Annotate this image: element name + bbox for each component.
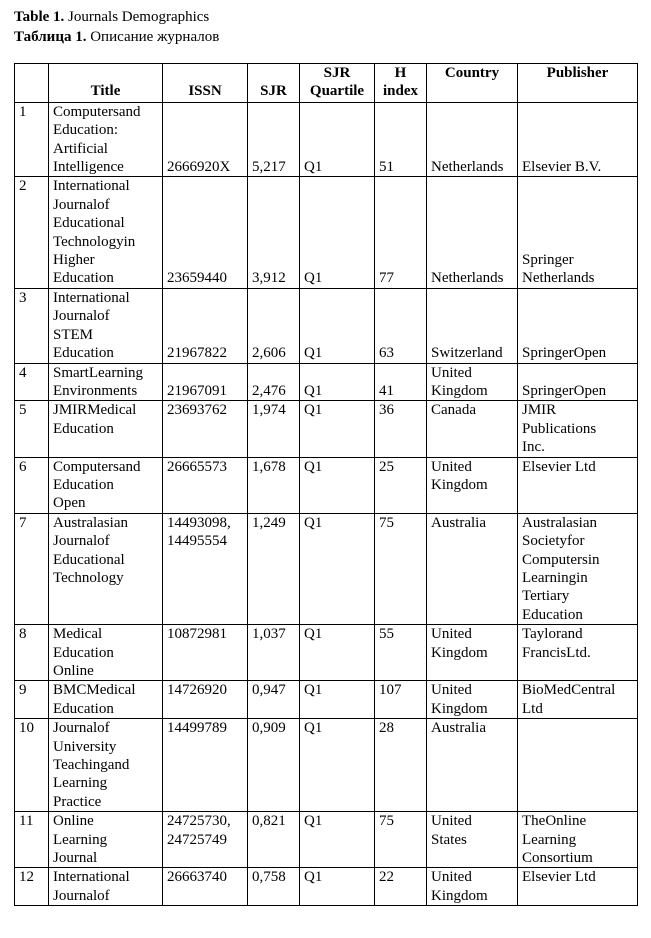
cell-title-line: Learning — [53, 831, 108, 848]
cell-title-line: Open — [53, 495, 86, 512]
cell-title — [49, 812, 163, 868]
cell-publisher-line: BioMedCentral — [522, 682, 616, 699]
cell-title-line: JMIRMedical — [53, 402, 137, 419]
cell-h-index: 77 — [375, 177, 427, 288]
cell-h-index: 75 — [375, 812, 427, 868]
cell-issn: 26665573 — [163, 457, 248, 513]
cell-country — [427, 812, 518, 868]
cell-num: 7 — [15, 513, 49, 624]
cell-country-line: States — [431, 831, 467, 848]
cell-publisher-line: Elsevier Ltd — [522, 458, 596, 475]
cell-title-line: Journalof — [53, 196, 110, 213]
cell-h-index: 36 — [375, 401, 427, 457]
cell-sjr: 2,606 — [248, 288, 300, 363]
cell-publisher-line: Societyfor — [522, 533, 585, 550]
cell-title-line: Environments — [53, 382, 138, 399]
cell-country-line: Australia — [431, 720, 486, 737]
cell-publisher-line: Publications — [522, 420, 597, 437]
cell-quartile: Q1 — [300, 288, 375, 363]
cell-title-line: BMCMedical — [53, 682, 136, 699]
cell-num: 6 — [15, 457, 49, 513]
table-row — [15, 513, 638, 624]
cell-quartile: Q1 — [300, 812, 375, 868]
table-row — [15, 401, 638, 457]
cell-sjr: 0,821 — [248, 812, 300, 868]
cell-title — [49, 401, 163, 457]
caption-text: Описание журналов — [86, 29, 220, 45]
cell-quartile: Q1 — [300, 719, 375, 812]
cell-country-line: Kingdom — [431, 476, 488, 493]
cell-title — [49, 625, 163, 681]
table-row — [15, 363, 638, 401]
cell-h-index: 107 — [375, 681, 427, 719]
cell-title-line: International — [53, 869, 130, 886]
cell-quartile: Q1 — [300, 681, 375, 719]
cell-issn: 10872981 — [163, 625, 248, 681]
cell-sjr: 3,912 — [248, 177, 300, 288]
cell-num: 5 — [15, 401, 49, 457]
cell-title — [49, 513, 163, 624]
cell-issn: 23693762 — [163, 401, 248, 457]
cell-title-line: Technologyin — [53, 233, 136, 250]
cell-publisher-line: Taylorand — [522, 626, 583, 643]
cell-issn: 21967091 — [163, 363, 248, 401]
cell-publisher-line: JMIR — [522, 402, 557, 419]
cell-title — [49, 719, 163, 812]
cell-issn: 14499789 — [163, 719, 248, 812]
cell-quartile: Q1 — [300, 177, 375, 288]
cell-num: 11 — [15, 812, 49, 868]
cell-title-line: Artificial — [53, 140, 108, 157]
cell-h-index: 63 — [375, 288, 427, 363]
cell-publisher — [518, 513, 638, 624]
cell-country — [427, 681, 518, 719]
cell-num: 3 — [15, 288, 49, 363]
cell-h-index: 51 — [375, 102, 427, 177]
cell-quartile: Q1 — [300, 868, 375, 906]
cell-title-line: SmartLearning — [53, 364, 143, 381]
cell-title-line: Intelligence — [53, 159, 124, 176]
cell-country-line: Kingdom — [431, 887, 488, 904]
cell-title-line: Journalof — [53, 887, 110, 904]
cell-country-line: United — [431, 813, 472, 830]
journals-table — [14, 63, 638, 906]
cell-publisher — [518, 625, 638, 681]
cell-title-line: Online — [53, 663, 94, 679]
header-h-line1: H — [394, 65, 407, 81]
cell-publisher — [518, 868, 638, 906]
cell-title — [49, 457, 163, 513]
cell-country-line: United — [431, 626, 472, 643]
cell-quartile: Q1 — [300, 513, 375, 624]
cell-sjr: 1,037 — [248, 625, 300, 681]
header-quartile-line2: Quartile — [309, 83, 365, 100]
cell-country-line: Netherlands — [431, 159, 504, 176]
cell-quartile: Q1 — [300, 401, 375, 457]
cell-title-line: Education — [53, 476, 114, 493]
cell-issn: 2666920X — [163, 102, 248, 177]
cell-publisher-line: Australasian — [522, 514, 597, 531]
cell-title-line: International — [53, 289, 130, 306]
cell-country-line: United — [431, 869, 472, 886]
cell-sjr: 5,217 — [248, 102, 300, 177]
cell-country-line: United — [431, 682, 472, 699]
header-row — [15, 64, 638, 103]
cell-country-line: Canada — [431, 402, 476, 419]
cell-country-line: Kingdom — [431, 700, 488, 717]
cell-country-line: Kingdom — [431, 644, 488, 661]
cell-issn: 26663740 — [163, 868, 248, 906]
header-num — [15, 64, 49, 103]
cell-publisher-line: Education — [522, 606, 583, 623]
cell-publisher — [518, 363, 638, 401]
cell-h-index: 25 — [375, 457, 427, 513]
table-row — [15, 868, 638, 906]
cell-title-line: Medical — [53, 626, 103, 643]
cell-h-index: 55 — [375, 625, 427, 681]
cell-title-line: Journalof — [53, 533, 110, 550]
cell-title-line: Education: — [53, 122, 118, 139]
cell-title-line: Computersand — [53, 458, 141, 475]
header-quartile-line1: SJR — [323, 65, 351, 81]
cell-publisher-line: Elsevier B.V. — [522, 159, 602, 176]
cell-title-line: Educational — [53, 551, 125, 568]
header-issn: ISSN — [163, 64, 248, 103]
cell-num: 1 — [15, 102, 49, 177]
cell-publisher-line: SpringerOpen — [522, 345, 607, 362]
cell-issn: 14493098, 14495554 — [163, 513, 248, 624]
cell-publisher — [518, 401, 638, 457]
cell-country — [427, 625, 518, 681]
cell-publisher — [518, 681, 638, 719]
cell-sjr: 1,249 — [248, 513, 300, 624]
cell-title — [49, 177, 163, 288]
table-caption-english — [14, 8, 209, 26]
cell-num: 8 — [15, 625, 49, 681]
cell-title-line: International — [53, 178, 130, 195]
table-row — [15, 812, 638, 868]
cell-country — [427, 102, 518, 177]
cell-publisher — [518, 457, 638, 513]
cell-issn: 24725730, 24725749 — [163, 812, 248, 868]
cell-publisher-line: Computersin — [522, 551, 600, 568]
cell-title — [49, 102, 163, 177]
cell-country — [427, 177, 518, 288]
cell-country-line: United — [431, 364, 472, 381]
cell-country — [427, 363, 518, 401]
cell-publisher-line: Tertiary — [522, 588, 570, 605]
table-body — [15, 102, 638, 905]
header-quartile — [300, 64, 375, 103]
table-row — [15, 681, 638, 719]
cell-publisher-line: Netherlands — [522, 270, 595, 287]
cell-issn: 21967822 — [163, 288, 248, 363]
table-row — [15, 102, 638, 177]
cell-sjr: 2,476 — [248, 363, 300, 401]
cell-title-line: Education — [53, 345, 114, 362]
cell-title-line: Online — [53, 813, 94, 830]
header-h-line2: index — [382, 83, 418, 100]
cell-publisher-line: Ltd — [522, 700, 543, 717]
table-row — [15, 625, 638, 681]
cell-title-line: Education — [53, 700, 114, 717]
cell-country — [427, 401, 518, 457]
header-publisher: Publisher — [518, 64, 638, 103]
cell-title — [49, 681, 163, 719]
cell-quartile: Q1 — [300, 457, 375, 513]
cell-country-line: Kingdom — [431, 382, 488, 399]
cell-title — [49, 868, 163, 906]
cell-title-line: Journal — [53, 850, 98, 867]
cell-title-line: Technology — [53, 569, 124, 586]
cell-country — [427, 868, 518, 906]
caption-label: Таблица 1. — [14, 29, 87, 45]
cell-publisher-line: Consortium — [522, 850, 593, 867]
cell-num: 10 — [15, 719, 49, 812]
cell-h-index: 75 — [375, 513, 427, 624]
cell-title-line: Teachingand — [53, 757, 130, 774]
cell-publisher — [518, 812, 638, 868]
cell-publisher — [518, 719, 638, 812]
cell-h-index: 41 — [375, 363, 427, 401]
cell-publisher — [518, 288, 638, 363]
cell-title-line: STEM — [53, 326, 94, 343]
cell-sjr: 0,947 — [248, 681, 300, 719]
cell-title — [49, 288, 163, 363]
cell-sjr: 0,758 — [248, 868, 300, 906]
cell-title-line: Learning — [53, 775, 108, 792]
cell-sjr: 1,974 — [248, 401, 300, 457]
caption-label: Table 1. — [14, 9, 65, 25]
cell-country — [427, 719, 518, 812]
cell-title-line: Education — [53, 420, 114, 437]
cell-publisher-line: Springer — [522, 252, 574, 269]
cell-num: 12 — [15, 868, 49, 906]
cell-publisher — [518, 177, 638, 288]
cell-title-line: Education — [53, 644, 114, 661]
cell-country — [427, 457, 518, 513]
cell-publisher-line: FrancisLtd. — [522, 644, 591, 661]
cell-quartile: Q1 — [300, 625, 375, 681]
table-row — [15, 457, 638, 513]
cell-num: 4 — [15, 363, 49, 401]
cell-title — [49, 363, 163, 401]
cell-title-line: Higher — [53, 252, 95, 269]
cell-title-line: Journalof — [53, 720, 110, 737]
cell-country-line: United — [431, 458, 472, 475]
cell-h-index: 22 — [375, 868, 427, 906]
header-country: Country — [427, 64, 518, 103]
cell-publisher — [518, 102, 638, 177]
cell-country — [427, 513, 518, 624]
cell-quartile: Q1 — [300, 363, 375, 401]
cell-title-line: Education — [53, 270, 114, 287]
cell-issn: 14726920 — [163, 681, 248, 719]
cell-title-line: Computersand — [53, 103, 141, 120]
table-row — [15, 288, 638, 363]
cell-publisher-line: TheOnline — [522, 813, 587, 830]
cell-title-line: Educational — [53, 215, 125, 232]
header-h-index — [375, 64, 427, 103]
cell-title-line: Practice — [53, 793, 102, 810]
cell-num: 9 — [15, 681, 49, 719]
cell-country — [427, 288, 518, 363]
table-row — [15, 177, 638, 288]
cell-country-line: Australia — [431, 514, 486, 531]
cell-country-line: Netherlands — [431, 270, 504, 287]
cell-publisher-line: SpringerOpen — [522, 382, 607, 399]
cell-publisher-line: Elsevier Ltd — [522, 869, 596, 886]
cell-title-line: Australasian — [53, 514, 128, 531]
cell-title-line: Journalof — [53, 308, 110, 325]
cell-sjr: 1,678 — [248, 457, 300, 513]
cell-publisher-line: Learning — [522, 831, 577, 848]
cell-title-line: University — [53, 738, 117, 755]
cell-sjr: 0,909 — [248, 719, 300, 812]
cell-num: 2 — [15, 177, 49, 288]
cell-publisher-line: Learningin — [522, 569, 588, 586]
table-row — [15, 719, 638, 812]
caption-text: Journals Demographics — [64, 9, 210, 25]
table-caption-russian — [14, 28, 219, 46]
header-sjr: SJR — [248, 64, 300, 103]
header-title: Title — [49, 64, 163, 103]
cell-country-line: Switzerland — [431, 345, 503, 362]
cell-h-index: 28 — [375, 719, 427, 812]
cell-quartile: Q1 — [300, 102, 375, 177]
cell-issn: 23659440 — [163, 177, 248, 288]
cell-publisher-line: Inc. — [522, 439, 545, 456]
